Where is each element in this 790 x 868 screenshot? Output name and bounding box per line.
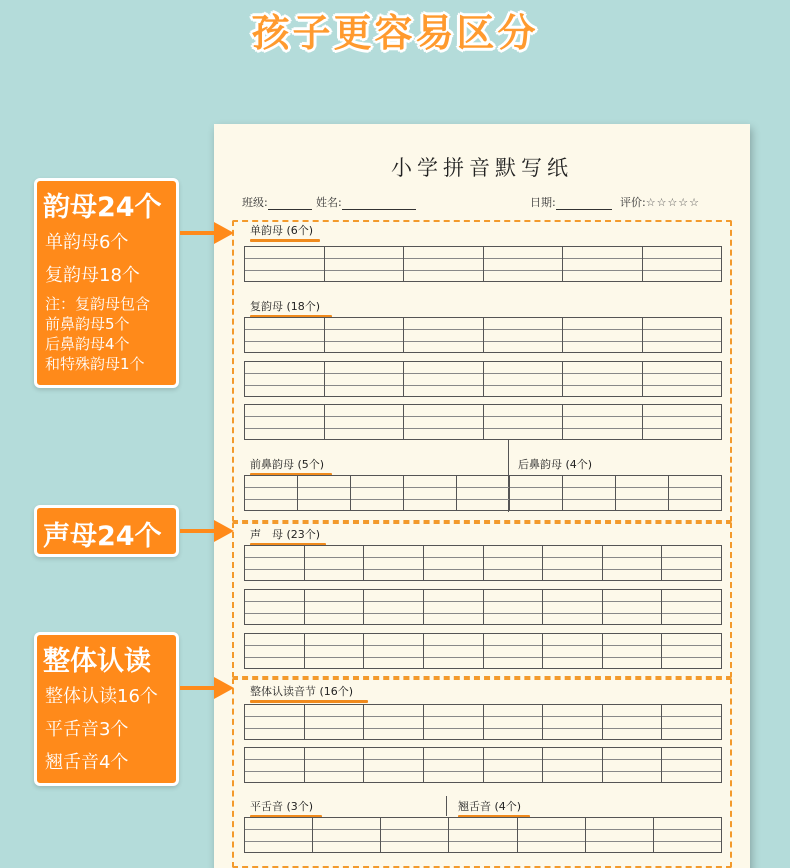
callout-heading: 韵母24个 [43, 192, 162, 223]
section-label-front-nasal: 前鼻韵母 (5个) [250, 456, 324, 472]
writing-row [244, 747, 722, 783]
writing-row [244, 475, 722, 511]
writing-row [244, 589, 722, 625]
section-label-flat-tongue: 平舌音 (3个) [250, 798, 313, 814]
section-label-initials: 声 母 (23个) [250, 526, 320, 542]
writing-row [244, 246, 722, 282]
rating-field [620, 194, 700, 210]
section-label-compound-finals: 复韵母 (18个) [250, 298, 320, 314]
callout-heading: 声母24个 [43, 521, 162, 552]
writing-row [244, 361, 722, 397]
callout-finals [34, 178, 179, 388]
callout-note: 注：复韵母包含 [45, 295, 151, 313]
name-blank [342, 200, 416, 210]
callout-line: 复韵母18个 [45, 265, 140, 286]
writing-row [244, 633, 722, 669]
name-field [316, 194, 416, 210]
date-label: 日期: [530, 196, 556, 209]
date-field [530, 194, 612, 210]
section-label-single-finals: 单韵母 (6个) [250, 222, 313, 238]
section-label-retroflex: 翘舌音 (4个) [458, 798, 521, 814]
star-icon: ☆☆☆☆☆ [645, 196, 701, 209]
class-field [242, 194, 312, 210]
section-label-whole-syllables: 整体认读音节 (16个) [250, 683, 353, 699]
writing-row [244, 545, 722, 581]
class-blank [268, 200, 312, 210]
tongue-divider [446, 796, 447, 816]
section-label-back-nasal: 后鼻韵母 (4个) [518, 458, 593, 471]
rating-label: 评价: [620, 196, 646, 209]
worksheet-title: 小学拼音默写纸 [391, 156, 573, 180]
writing-row [244, 817, 722, 853]
callout-heading: 整体认读 [43, 646, 151, 677]
worksheet-paper [214, 124, 750, 868]
callout-note: 后鼻韵母4个 [45, 335, 130, 353]
writing-row [244, 317, 722, 353]
banner-title: 孩子更容易区分 [251, 11, 539, 55]
writing-row [244, 704, 722, 740]
name-label: 姓名: [316, 196, 342, 209]
class-label: 班级: [242, 196, 268, 209]
callout-line: 平舌音3个 [45, 719, 129, 740]
date-blank [556, 200, 612, 210]
callout-note: 前鼻韵母5个 [45, 315, 130, 333]
writing-row [244, 404, 722, 440]
callout-whole-syllables [34, 632, 179, 786]
callout-initials [34, 505, 179, 557]
callout-line: 整体认读16个 [45, 686, 158, 707]
callout-line: 单韵母6个 [45, 232, 129, 253]
callout-line: 翘舌音4个 [45, 752, 129, 773]
callout-note: 和特殊韵母1个 [45, 355, 145, 373]
